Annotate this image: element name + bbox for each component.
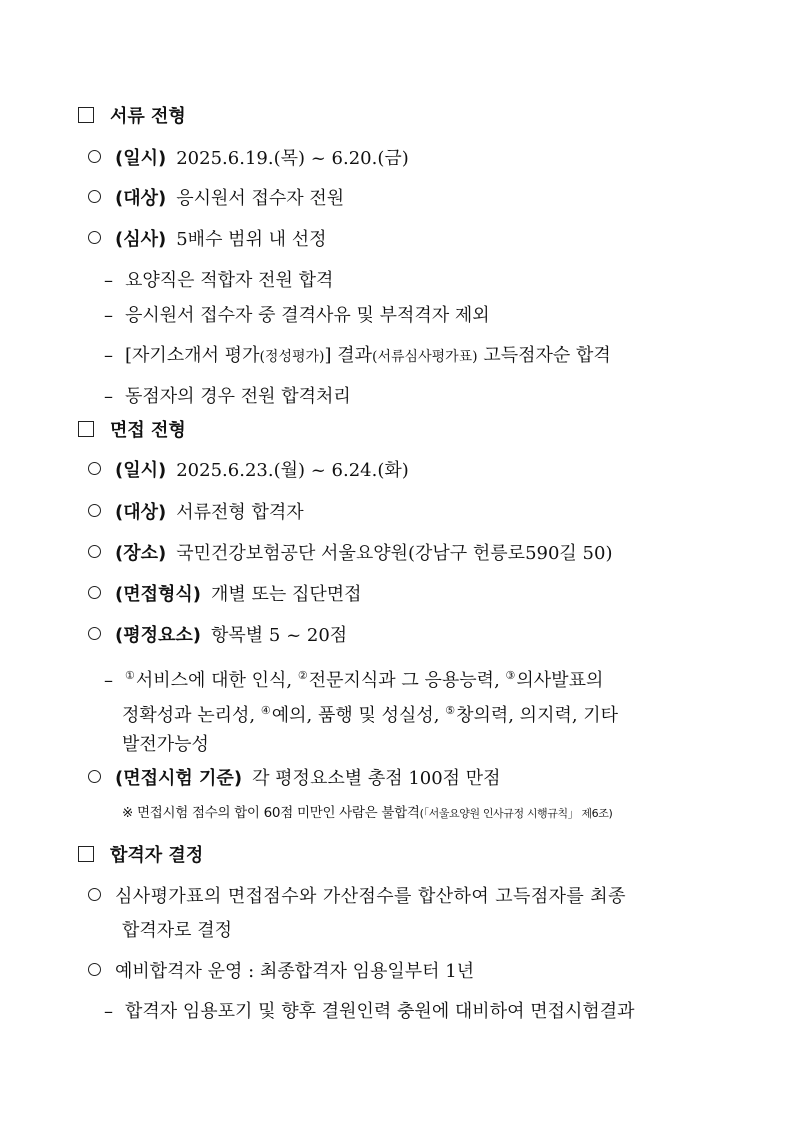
circle-bullet-icon: [88, 231, 101, 244]
item-decision: 심사평가표의 면접점수와 가산점수를 합산하여 고득점자를 최종: [88, 886, 626, 908]
item-format: (면접형식) 개별 또는 집단면접: [88, 584, 362, 606]
item-target: (대상) 서류전형 합격자: [88, 502, 304, 524]
circle-bullet-icon: [88, 888, 101, 901]
section-heading-final-decision: 합격자 결정: [78, 845, 203, 867]
checkbox-square-icon: [78, 421, 94, 437]
section-heading-document-screening: 서류 전형: [78, 106, 186, 128]
circle-bullet-icon: [88, 462, 101, 475]
item-decision-cont: 합격자로 결정: [122, 920, 233, 941]
circle-bullet-icon: [88, 150, 101, 163]
circle-bullet-icon: [88, 190, 101, 203]
checkbox-square-icon: [78, 846, 94, 862]
sub-item-elements-cont: 발전가능성: [122, 734, 209, 755]
item-reserve: 예비합격자 운영 : 최종합격자 임용일부터 1년: [88, 961, 474, 983]
item-date: (일시) 2025.6.19.(목) ~ 6.20.(금): [88, 148, 409, 170]
circle-bullet-icon: [88, 545, 101, 558]
circle-bullet-icon: [88, 504, 101, 517]
sub-item-elements: – ①서비스에 대한 인식, ②전문지식과 그 응용능력, ③의사발표의: [104, 669, 604, 691]
sub-item: – 요양직은 적합자 전원 합격: [104, 270, 334, 291]
item-criteria: (면접시험 기준) 각 평정요소별 총점 100점 만점: [88, 768, 501, 790]
item-target: (대상) 응시원서 접수자 전원: [88, 188, 344, 210]
sub-item: – [자기소개서 평가(정성평가)] 결과(서류심사평가표) 고득점자순 합격: [104, 345, 611, 366]
checkbox-square-icon: [78, 107, 94, 123]
item-place: (장소) 국민건강보험공단 서울요양원(강남구 헌릉로590길 50): [88, 543, 612, 565]
item-date: (일시) 2025.6.23.(월) ~ 6.24.(화): [88, 460, 409, 482]
sub-item: – 합격자 임용포기 및 향후 결원인력 충원에 대비하여 면접시험결과: [104, 1001, 635, 1022]
sub-item-elements-cont: 정확성과 논리성, ④예의, 품행 및 성실성, ⑤창의력, 의지력, 기타: [122, 704, 619, 726]
sub-item: – 동점자의 경우 전원 합격처리: [104, 386, 351, 407]
circle-bullet-icon: [88, 963, 101, 976]
item-review: (심사) 5배수 범위 내 선정: [88, 229, 327, 251]
item-scoring: (평정요소) 항목별 5 ~ 20점: [88, 625, 347, 647]
section-heading-interview: 면접 전형: [78, 420, 186, 442]
fail-note: ※ 면접시험 점수의 합이 60점 미만인 사람은 불합격(「서울요양원 인사규정 시행규칙」 제6조): [122, 805, 613, 821]
sub-item: – 응시원서 접수자 중 결격사유 및 부적격자 제외: [104, 305, 490, 326]
circle-bullet-icon: [88, 586, 101, 599]
circle-bullet-icon: [88, 627, 101, 640]
circle-bullet-icon: [88, 770, 101, 783]
